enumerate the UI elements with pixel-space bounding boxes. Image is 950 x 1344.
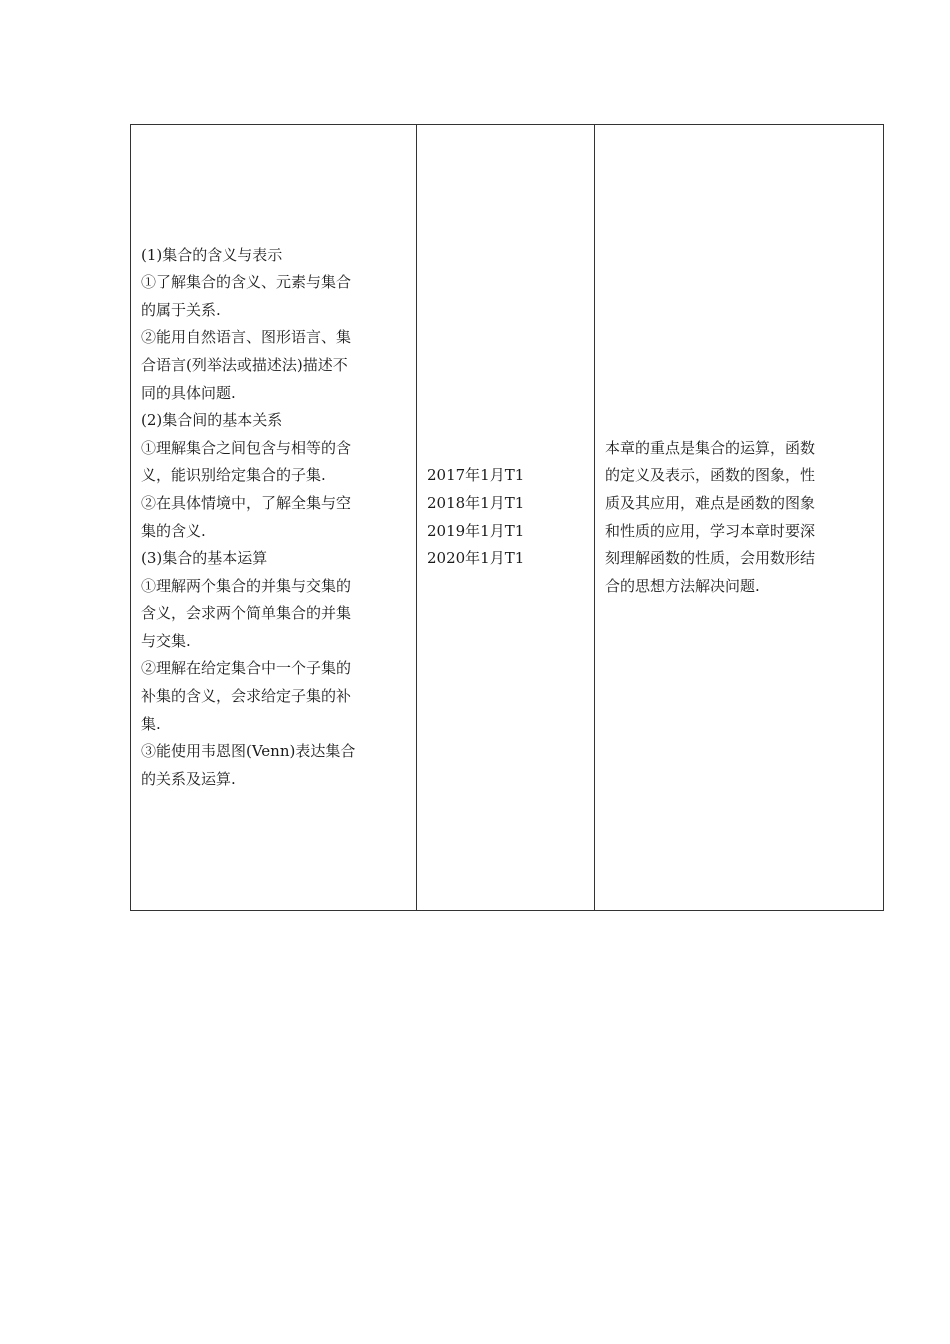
objective-line: 补集的含义，会求给定子集的补: [141, 687, 352, 706]
summary-line: 的定义及表示，函数的图象，性: [605, 466, 816, 485]
objective-line: 合语言(列举法或描述法)描述不: [141, 355, 348, 374]
objective-line: ②在具体情境中，了解全集与空: [141, 493, 352, 512]
objectives-cell: [131, 125, 417, 911]
summary-line: 合的思想方法解决问题.: [605, 576, 760, 595]
exam-line: 2020年1月T1: [427, 549, 525, 568]
objective-line: 同的具体问题.: [141, 383, 236, 402]
summary-line: 质及其应用，难点是函数的图象: [605, 493, 816, 512]
objective-line: 集.: [141, 714, 161, 733]
objective-line: 与交集.: [141, 631, 191, 650]
curriculum-table: [130, 124, 884, 911]
objective-line: ②能用自然语言、图形语言、集: [141, 328, 352, 347]
summary-line: 刻理解函数的性质，会用数形结: [605, 549, 816, 568]
summary-line: 本章的重点是集合的运算，函数: [605, 438, 816, 457]
objective-line: 集的含义.: [141, 521, 206, 540]
objective-line: ③能使用韦恩图(Venn)表达集合: [141, 742, 356, 761]
objective-line: ①理解集合之间包含与相等的含: [141, 438, 352, 457]
objective-line: 含义，会求两个简单集合的并集: [141, 604, 352, 623]
objective-line: 的关系及运算.: [141, 769, 236, 788]
objective-line: 的属于关系.: [141, 300, 221, 319]
exams-cell: [417, 125, 595, 911]
objective-line: ①了解集合的含义、元素与集合: [141, 273, 352, 292]
exam-line: 2017年1月T1: [427, 466, 525, 485]
summary-cell: [595, 125, 884, 911]
table-row: [131, 125, 884, 911]
objective-line: (3)集合的基本运算: [141, 549, 268, 568]
objective-line: 义，能识别给定集合的子集.: [141, 466, 326, 485]
objective-line: ②理解在给定集合中一个子集的: [141, 659, 352, 678]
exam-line: 2018年1月T1: [427, 493, 525, 512]
objective-line: (2)集合间的基本关系: [141, 411, 283, 430]
objective-line: ①理解两个集合的并集与交集的: [141, 576, 352, 595]
summary-line: 和性质的应用，学习本章时要深: [605, 521, 816, 540]
objective-line: (1)集合的含义与表示: [141, 245, 283, 264]
exam-line: 2019年1月T1: [427, 521, 525, 540]
